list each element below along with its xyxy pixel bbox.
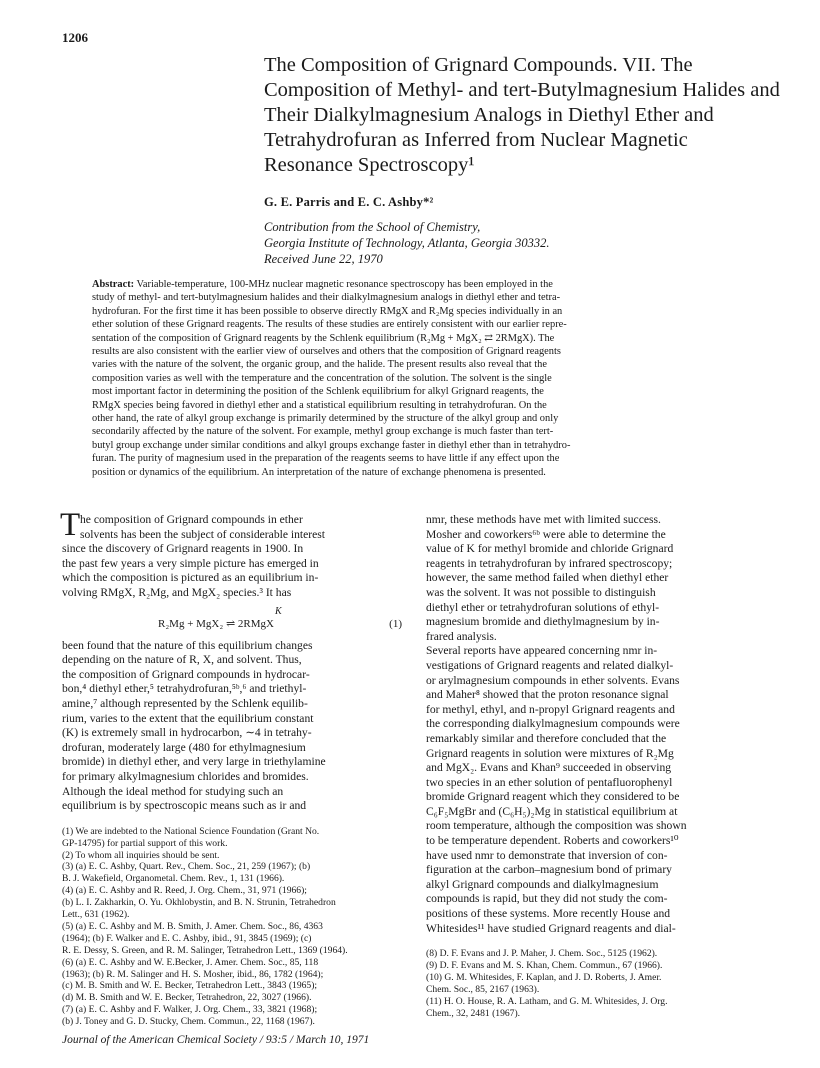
- footnote-line: (4) (a) E. C. Ashby and R. Reed, J. Org. Chem., 31, 971 (1966);: [62, 885, 307, 897]
- body-line: nmr, these methods have met with limited success.: [426, 513, 661, 526]
- abstract-line: position or dynamics of the equilibrium. An interpretation of the nature of exchange phenomena is presented.: [92, 466, 546, 478]
- body-line: (K) is extremely small in hydrocarbon, ∼4 in tetrahy-: [62, 726, 312, 740]
- body-line: drofuran, moderately large (480 for ethylmagnesium: [62, 740, 306, 754]
- abstract-line: other hand, the rate of alkyl group exchange is primarily determined by the structure of the alkyl group and only: [92, 413, 559, 425]
- body-line: Although the ideal method for studying such an: [62, 784, 284, 798]
- body-line: the corresponding dialkylmagnesium compounds were: [426, 717, 680, 731]
- abstract-line: butyl group exchange under similar conditions and alkyl groups exchange faster in diethyl ether than in tetrahydro-: [92, 439, 571, 451]
- equation-number: (1): [389, 617, 402, 630]
- footnote-line: (9) D. F. Evans and M. S. Khan, Chem. Commun., 67 (1966).: [426, 960, 663, 972]
- abstract-text: Variable-temperature, 100-MHz nuclear magnetic resonance spectroscopy has been employed in the: [134, 279, 553, 290]
- body-line: which the composition is pictured as an equilibrium in-: [62, 571, 319, 585]
- right-column: [426, 513, 768, 1020]
- body-line: was the solvent. It was not possible to distinguish: [426, 585, 656, 599]
- abstract-line: ether solution of these Grignard reagents. The results of these studies are entirely consistent with our earlier repre-: [92, 319, 567, 331]
- title-line: Composition of Methyl- and tert-Butylmagnesium Halides and: [264, 79, 780, 101]
- authors: G. E. Parris and E. C. Ashby*²: [264, 195, 434, 209]
- footnote-line: (11) H. O. House, R. A. Latham, and G. M. Whitesides, J. Org.: [426, 995, 668, 1007]
- body-line: compounds is rapid, but they did not study the com-: [426, 892, 668, 906]
- body-line: room temperature, although the composition was shown: [426, 819, 687, 833]
- footnote-line: (b) J. Toney and G. D. Stucky, Chem. Commun., 22, 1168 (1967).: [62, 1016, 315, 1028]
- abstract-line: study of methyl- and tert-butylmagnesium halides and their dialkylmagnesium analogs in diethyl ether and tetra-: [92, 292, 561, 304]
- footnote-line: (6) (a) E. C. Ashby and W. E.Becker, J. Amer. Chem. Soc., 85, 118: [62, 956, 319, 968]
- title-line: Resonance Spectroscopy¹: [264, 154, 475, 176]
- page-number: 1206: [62, 30, 88, 45]
- abstract-line: sentation of the composition of Grignard reagents by the Schlenk equilibrium (R₂Mg + MgX₂ ⇄ 2RMgX). The: [92, 332, 555, 344]
- body-line: to be temperature dependent. Roberts and coworkers¹⁰: [426, 834, 679, 848]
- footnote-line: (10) G. M. Whitesides, F. Kaplan, and J. D. Roberts, J. Amer.: [426, 972, 662, 984]
- abstract-line: varies with the nature of the solvent, the organic group, and the halide. The present results also reveal that the: [92, 359, 547, 371]
- intro-paragraph: [60, 507, 404, 543]
- body-line: rium, varies to the extent that the equilibrium constant: [62, 711, 314, 725]
- footnote-line: (3) (a) E. C. Ashby, Quart. Rev., Chem. Soc., 21, 259 (1967); (b): [62, 861, 311, 873]
- body-line: reagents in tetrahydrofuran by infrared spectroscopy;: [426, 556, 673, 570]
- footnote-line: (1964); (b) F. Walker and E. C. Ashby, ibid., 91, 3845 (1969); (c): [62, 932, 312, 944]
- body-line: C₆F₅MgBr and (C₆H₅)₂Mg in statistical equilibrium at: [426, 804, 678, 818]
- abstract: [92, 278, 752, 479]
- body-line: alkyl Grignard compounds and dialkylmagnesium: [426, 877, 659, 891]
- abstract-line: furan. The purity of magnesium used in the preparation of the reagents seems to have little if any effect upon the: [92, 453, 560, 465]
- footnote-line: Chem., 32, 2481 (1967).: [426, 1007, 521, 1019]
- body-line: figuration at the carbon–magnesium bond of primary: [426, 863, 672, 877]
- affiliation-line: Georgia Institute of Technology, Atlanta, Georgia 30332.: [264, 236, 550, 250]
- body-line: bromide) in diethyl ether, and very large in triethylamine: [62, 755, 326, 769]
- body-line: Mosher and coworkers⁶ᵇ were able to determine the: [426, 527, 666, 541]
- abstract-label: Abstract:: [92, 279, 135, 290]
- body-line: and Maher⁸ showed that the proton resonance signal: [426, 688, 669, 702]
- footnote-line: (d) M. B. Smith and W. E. Becker, Tetrahedron, 22, 3027 (1966).: [62, 992, 312, 1004]
- footnote-line: (1963); (b) R. M. Salinger and H. S. Mosher, ibid., 86, 1782 (1964);: [62, 968, 324, 980]
- body-line: frared analysis.: [426, 629, 497, 643]
- body-line: or arylmagnesium compounds in ether solvents. Evans: [426, 673, 680, 687]
- body-line: vestigations of Grignard reagents and related dialkyl-: [426, 658, 674, 672]
- abstract-line: most important factor in determining the position of the Schlenk equilibrium for alkyl Grignard reagents, the: [92, 386, 544, 398]
- footnote-line: Chem. Soc., 85, 2167 (1963).: [426, 983, 540, 995]
- body-line: he composition of Grignard compounds in ether: [80, 513, 303, 526]
- body-line: Grignard reagents in solution were mixtures of R₂Mg: [426, 746, 674, 760]
- abstract-line: hydrofuran. For the first time it has been possible to observe directly RMgX and R₂Mg species individually in an: [92, 305, 563, 317]
- body-line: equilibrium is by spectroscopic means such as ir and: [62, 799, 307, 813]
- body-line: diethyl ether or tetrahydrofuran solutions of ethyl-: [426, 600, 660, 614]
- footnote-line: (1) We are indebted to the National Science Foundation (Grant No.: [62, 825, 320, 837]
- body-line: two species in an ether solution of pentafluorophenyl: [426, 775, 673, 789]
- left-column: [60, 507, 404, 1028]
- body-line: since the discovery of Grignard reagents in 1900. In: [62, 542, 304, 556]
- title-line: Tetrahydrofuran as Inferred from Nuclear Magnetic: [264, 129, 688, 151]
- dropcap: T: [60, 507, 81, 543]
- body-line: however, the same method failed when diethyl ether: [426, 571, 669, 585]
- footnote-line: (8) D. F. Evans and J. P. Maher, J. Chem. Soc., 5125 (1962).: [426, 948, 658, 960]
- equilibrium-constant-label: K: [275, 605, 282, 617]
- article-title: [264, 53, 784, 178]
- body-line: remarkably similar and therefore concluded that the: [426, 731, 667, 745]
- body-line: depending on the nature of R, X, and solvent. Thus,: [62, 653, 302, 667]
- body-line: amine,⁷ although represented by the Schlenk equilib-: [62, 696, 308, 710]
- body-line: for methyl, ethyl, and n-propyl Grignard reagents and: [426, 702, 675, 716]
- body-line: been found that the nature of this equilibrium changes: [62, 638, 313, 652]
- footnote-line: (5) (a) E. C. Ashby and M. B. Smith, J. Amer. Chem. Soc., 86, 4363: [62, 920, 323, 932]
- body-line: volving RMgX, R₂Mg, and MgX₂ species.³ It has: [62, 585, 292, 599]
- body-line: solvents has been the subject of considerable interest: [80, 527, 326, 541]
- journal-footer: Journal of the American Chemical Society / 93:5 / March 10, 1971: [62, 1034, 370, 1046]
- body-line: Whitesides¹¹ have studied Grignard reagents and dial-: [426, 921, 676, 935]
- footnote-line: B. J. Wakefield, Organometal. Chem. Rev., 1, 131 (1966).: [62, 873, 285, 885]
- schlenk-equation: [62, 605, 404, 635]
- footnote-line: GP-14795) for partial support of this work.: [62, 837, 228, 849]
- footnotes-left: [62, 826, 404, 1028]
- equation-text: R₂Mg + MgX₂ ⇌ 2RMgX: [158, 617, 274, 630]
- body-line: the past few years a very simple picture has emerged in: [62, 556, 319, 570]
- footnote-line: Lett., 631 (1962).: [62, 909, 130, 921]
- footnotes-right: [426, 948, 768, 1019]
- affiliation-line: Contribution from the School of Chemistry,: [264, 220, 481, 234]
- title-line: Their Dialkylmagnesium Analogs in Diethyl Ether and: [264, 104, 714, 126]
- abstract-line: results are also consistent with the earlier view of ourselves and others that the composition of Grignard reagents: [92, 346, 561, 358]
- body-line: for primary alkylmagnesium chlorides and bromides.: [62, 769, 309, 783]
- abstract-line: RMgX species being favored in diethyl ether and a statistical equilibrium resulting in tetrahydrofuran. On the: [92, 399, 547, 411]
- body-line: bon,⁴ diethyl ether,⁵ tetrahydrofuran,⁵ᵇ,⁶ and triethyl-: [62, 682, 307, 696]
- title-block: [264, 53, 784, 267]
- footnote-line: (b) L. I. Zakharkin, O. Yu. Okhlobystin, and B. N. Strunin, Tetrahedron: [62, 897, 336, 909]
- footnote-line: (2) To whom all inquiries should be sent.: [62, 849, 220, 861]
- body-line: Several reports have appeared concerning nmr in-: [426, 644, 658, 658]
- abstract-line: composition varies as well with the temperature and the concentration of the solution. The solvent is the single: [92, 372, 552, 384]
- body-line: value of K for methyl bromide and chloride Grignard: [426, 542, 674, 556]
- body-line: bromide Grignard reagent which they considered to be: [426, 790, 680, 804]
- footnote-line: (c) M. B. Smith and W. E. Becker, Tetrahedron Lett., 3843 (1965);: [62, 980, 318, 992]
- body-line: the composition of Grignard compounds in hydrocar-: [62, 667, 310, 681]
- received-date: Received June 22, 1970: [264, 252, 383, 266]
- body-line: positions of these systems. More recently House and: [426, 907, 671, 921]
- footnote-line: R. E. Dessy, S. Green, and R. M. Salinger, Tetrahedron Lett., 1369 (1964).: [62, 944, 348, 956]
- footnote-line: (7) (a) E. C. Ashby and F. Walker, J. Org. Chem., 33, 3821 (1968);: [62, 1004, 318, 1016]
- body-line: have used nmr to demonstrate that inversion of con-: [426, 848, 668, 862]
- affiliation: [264, 219, 784, 267]
- title-line: The Composition of Grignard Compounds. VII. The: [264, 54, 693, 76]
- abstract-line: [92, 278, 752, 291]
- body-line: magnesium bromide and diethylmagnesium by in-: [426, 615, 660, 629]
- body-line: and MgX₂. Evans and Khan⁹ succeeded in observing: [426, 761, 672, 775]
- abstract-line: secondarily affected by the nature of the solvent. For example, methyl group exchange is much faster than tert-: [92, 426, 554, 438]
